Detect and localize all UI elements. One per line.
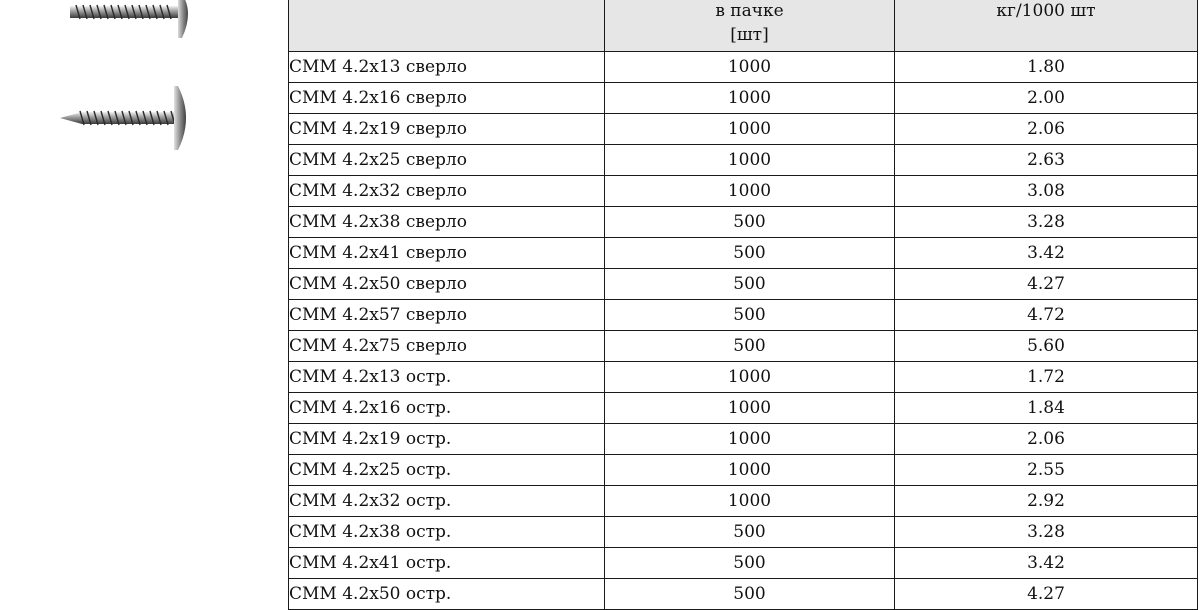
cell-qty: 500 — [605, 579, 895, 610]
cell-qty: 1000 — [605, 362, 895, 393]
cell-name: СММ 4.2х32 сверло — [289, 176, 605, 207]
cell-qty: 500 — [605, 517, 895, 548]
cell-weight: 2.00 — [895, 83, 1198, 114]
cell-name: СММ 4.2х16 сверло — [289, 83, 605, 114]
cell-name: СММ 4.2х41 сверло — [289, 238, 605, 269]
cell-weight: 3.08 — [895, 176, 1198, 207]
cell-qty: 1000 — [605, 176, 895, 207]
cell-qty: 500 — [605, 269, 895, 300]
cell-weight: 3.42 — [895, 548, 1198, 579]
table-row — [289, 579, 1198, 610]
table-row — [289, 517, 1198, 548]
cell-name: СММ 4.2х50 остр. — [289, 579, 605, 610]
cell-qty: 500 — [605, 300, 895, 331]
cell-qty: 500 — [605, 207, 895, 238]
cell-name: СММ 4.2х50 сверло — [289, 269, 605, 300]
cell-weight: 2.06 — [895, 424, 1198, 455]
cell-name: СММ 4.2х16 остр. — [289, 393, 605, 424]
cell-weight: 2.63 — [895, 145, 1198, 176]
screw-sharp-point-image — [60, 82, 200, 154]
screw-drill-point-image — [60, 0, 200, 52]
header-weight-label: кг/1000 шт — [996, 1, 1096, 21]
cell-weight: 2.55 — [895, 455, 1198, 486]
header-name — [289, 0, 605, 52]
cell-weight: 3.42 — [895, 238, 1198, 269]
cell-qty: 1000 — [605, 52, 895, 83]
cell-name: СММ 4.2х19 остр. — [289, 424, 605, 455]
header-qty-line2: [шт] — [730, 25, 769, 45]
table-row — [289, 207, 1198, 238]
cell-qty: 1000 — [605, 455, 895, 486]
cell-weight: 3.28 — [895, 207, 1198, 238]
cell-qty: 1000 — [605, 114, 895, 145]
cell-weight: 1.84 — [895, 393, 1198, 424]
cell-qty: 500 — [605, 238, 895, 269]
cell-qty: 1000 — [605, 83, 895, 114]
table-row — [289, 52, 1198, 83]
cell-weight: 4.27 — [895, 269, 1198, 300]
table-row — [289, 548, 1198, 579]
cell-weight: 4.27 — [895, 579, 1198, 610]
cell-qty: 500 — [605, 331, 895, 362]
cell-name: СММ 4.2х38 остр. — [289, 517, 605, 548]
table-row — [289, 269, 1198, 300]
cell-weight: 1.72 — [895, 362, 1198, 393]
cell-weight: 4.72 — [895, 300, 1198, 331]
table-row — [289, 424, 1198, 455]
cell-name: СММ 4.2х75 сверло — [289, 331, 605, 362]
cell-weight: 2.92 — [895, 486, 1198, 517]
cell-name: СММ 4.2х41 остр. — [289, 548, 605, 579]
cell-name: СММ 4.2х25 остр. — [289, 455, 605, 486]
cell-name: СММ 4.2х25 сверло — [289, 145, 605, 176]
header-weight — [895, 0, 1198, 52]
cell-name: СММ 4.2х13 остр. — [289, 362, 605, 393]
table-row — [289, 238, 1198, 269]
cell-qty: 1000 — [605, 424, 895, 455]
table-row — [289, 83, 1198, 114]
table-row — [289, 486, 1198, 517]
table-row — [289, 145, 1198, 176]
table-row — [289, 455, 1198, 486]
table-row — [289, 300, 1198, 331]
header-qty-line1: в пачке — [715, 1, 784, 21]
table-row — [289, 176, 1198, 207]
table-row — [289, 362, 1198, 393]
cell-name: СММ 4.2х38 сверло — [289, 207, 605, 238]
cell-qty: 1000 — [605, 145, 895, 176]
cell-weight: 2.06 — [895, 114, 1198, 145]
cell-name: СММ 4.2х19 сверло — [289, 114, 605, 145]
cell-weight: 5.60 — [895, 331, 1198, 362]
cell-qty: 500 — [605, 548, 895, 579]
cell-weight: 1.80 — [895, 52, 1198, 83]
table-row — [289, 393, 1198, 424]
cell-name: СММ 4.2х32 остр. — [289, 486, 605, 517]
cell-qty: 1000 — [605, 393, 895, 424]
cell-name: СММ 4.2х13 сверло — [289, 52, 605, 83]
cell-weight: 3.28 — [895, 517, 1198, 548]
table-header-row — [289, 0, 1198, 52]
table-row — [289, 114, 1198, 145]
header-qty — [605, 0, 895, 52]
screw-spec-table — [288, 0, 1198, 610]
cell-name: СММ 4.2х57 сверло — [289, 300, 605, 331]
cell-qty: 1000 — [605, 486, 895, 517]
table-row — [289, 331, 1198, 362]
